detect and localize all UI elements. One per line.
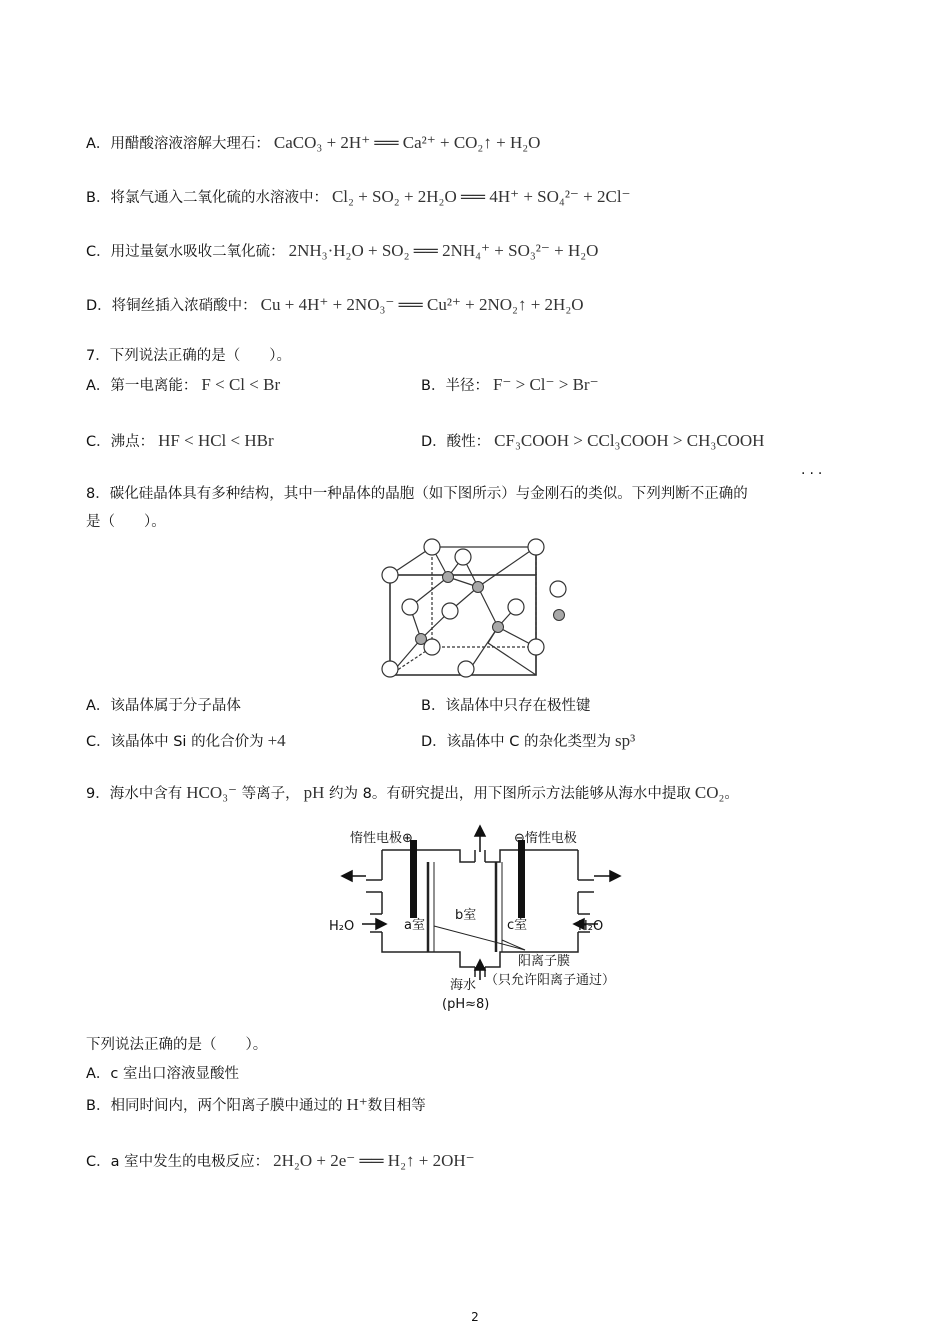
q7-option-d-label: D．酸性： [421,434,491,450]
label-membrane: 阳离子膜 [518,954,571,969]
q6-option-d [86,294,584,315]
sic-unit-cell-diagram [370,535,580,685]
label-left-electrode: 惰性电极⊕ [350,831,413,846]
q6-option-d-label: D．将铜丝插入浓硝酸中： [86,298,257,314]
label-right-electrode: ⊖惰性电极 [514,831,577,846]
q6-option-b [86,186,631,207]
q7-option-c-label: C．沸点： [86,434,155,450]
q9-ph-formula: pH [303,783,325,802]
q7-option-c [86,430,274,451]
label-seawater: 海水 [450,978,477,993]
q7-option-a [86,374,280,395]
q9-option-c-formula: 2H₂O + 2e⁻ ══ H₂↑ + 2OH⁻ [273,1151,475,1170]
q7-option-d-formula: CF₃COOH > CCl₃COOH > CH₃COOH [494,431,765,450]
q9-stem-part2: 等离子， [241,786,300,802]
q8-option-c-label: C．该晶体中 Si 的化合价为 [86,734,264,750]
q9-option-b-part2: 数目相等 [367,1098,426,1114]
q9-option-c [86,1150,475,1171]
q8-option-c-formula: +4 [267,731,286,750]
q8-option-b: B．该晶体中只存在极性键 [421,698,591,714]
q8-option-d [421,730,635,751]
q7-option-a-label: A．第一电离能： [86,378,198,394]
left-electrode [410,840,417,918]
q8-stem-line2: 是（ ）。 [86,514,166,530]
q9-question: 下列说法正确的是（ ）。 [86,1037,268,1053]
q8-option-c [86,730,286,751]
q6-option-b-formula: Cl₂ + SO₂ + 2H₂O ══ 4H⁺ + SO₄²⁻ + 2Cl⁻ [331,187,631,206]
q9-option-b [86,1094,426,1115]
q9-co2-formula: CO₂ [694,783,725,802]
q6-option-a [86,132,540,153]
q6-option-c-formula: 2NH₃·H₂O + SO₂ ══ 2NH₄⁺ + SO₃²⁻ + H₂O [288,241,599,260]
q7-option-b-label: B．半径： [421,378,489,394]
label-h2o-right: H₂O [578,919,604,934]
q7-option-b [421,374,599,395]
q9-stem-part3: 约为 8。有研究提出，用下图所示方法能够从海水中提取 [329,786,691,802]
label-membrane-note: （只允许阳离子通过） [485,973,616,988]
right-electrode [518,840,525,918]
q7-option-d [421,430,764,451]
q7-option-a-formula: F < Cl < Br [201,375,281,394]
q6-option-c-label: C．用过量氨水吸收二氧化硫： [86,244,285,260]
electrolysis-cell-diagram [320,822,640,1017]
q9-stem [86,782,739,803]
q9-hco3-formula: HCO₃⁻ [186,783,238,802]
q8-option-d-formula: sp³ [615,731,636,750]
q6-option-a-label: A．用醋酸溶液溶解大理石： [86,136,270,152]
q8-stem-line1: 8．碳化硅晶体具有多种结构，其中一种晶体的晶胞（如下图所示）与金刚石的类似。下列判断不正确的 [86,486,748,502]
q9-stem-part1: 9．海水中含有 [86,786,183,802]
page-number: 2 [471,1310,479,1324]
q6-option-c [86,240,598,261]
label-room-a: a室 [404,918,425,933]
q8-option-a: A．该晶体属于分子晶体 [86,698,241,714]
q7-option-c-formula: HF < HCl < HBr [158,431,274,450]
q6-option-d-formula: Cu + 4H⁺ + 2NO₃⁻ ══ Cu²⁺ + 2NO₂↑ + 2H₂O [260,295,584,314]
label-room-c: c室 [507,918,528,933]
q6-option-a-formula: CaCO₃ + 2H⁺ ══ Ca²⁺ + CO₂↑ + H₂O [273,133,541,152]
q9-stem-part4: 。 [724,786,739,802]
label-seawater-ph: (pH≈8) [442,997,490,1012]
q8-emphasis-dots: ··· [801,466,827,482]
label-room-b: b室 [455,908,477,923]
q9-option-c-label: C．a 室中发生的电极反应： [86,1154,270,1170]
q9-option-b-part1: B．相同时间内，两个阳离子膜中通过的 [86,1098,343,1114]
q6-option-b-label: B．将氯气通入二氧化硫的水溶液中： [86,190,328,206]
q7-stem: 7．下列说法正确的是（ ）。 [86,348,291,364]
q9-option-a: A．c 室出口溶液显酸性 [86,1066,239,1082]
q8-option-d-label: D．该晶体中 C 的杂化类型为 [421,734,612,750]
q9-option-b-formula: H⁺ [346,1095,368,1114]
q7-option-b-formula: F⁻ > Cl⁻ > Br⁻ [492,375,599,394]
label-h2o-left: H₂O [329,919,355,934]
